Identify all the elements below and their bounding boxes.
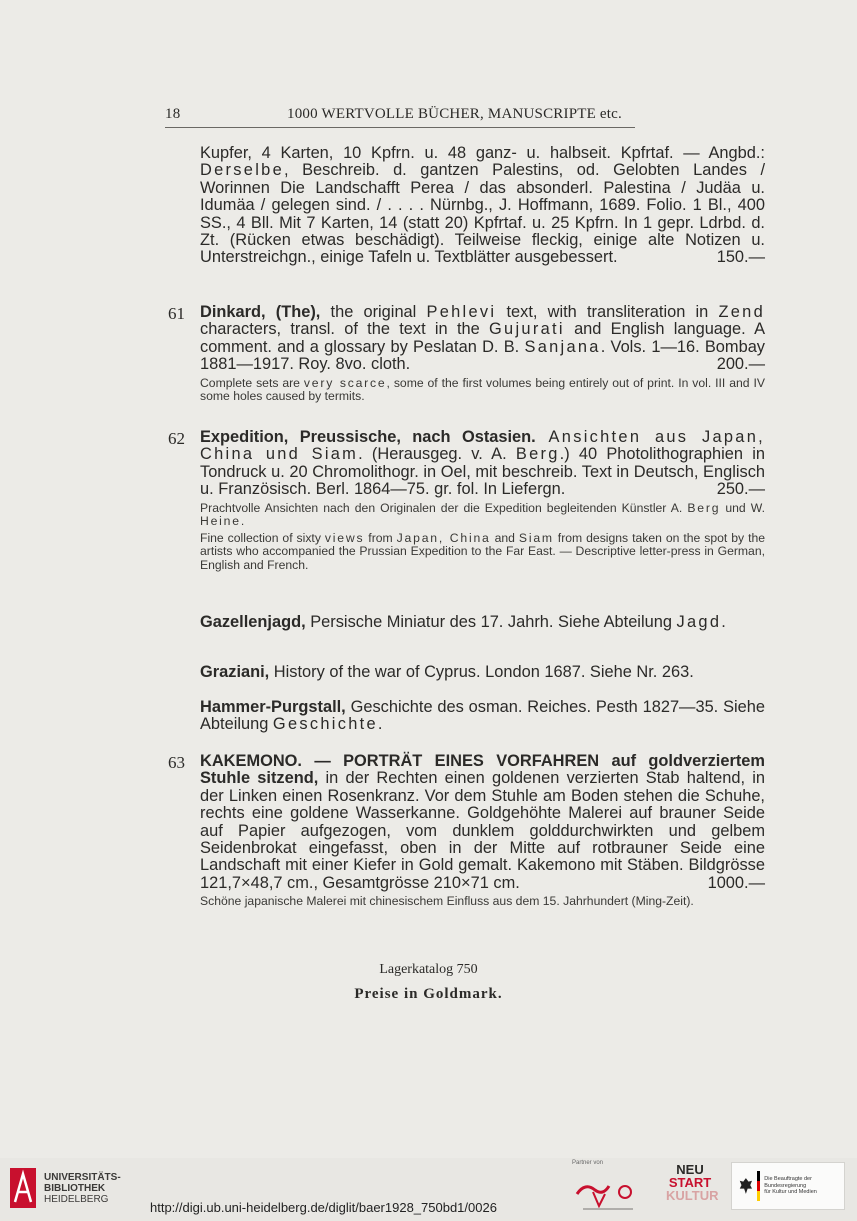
entry-note — [200, 377, 765, 404]
entry-61 — [168, 303, 766, 404]
entry-text: .) 40 Photolithographien in Tondruck u. 20 Chromolithogr. in Oel, mit beschreib. Text in Deutsch, Englisch u. Französisch. Berl. 1864—75. gr. fol. In Liefergn. — [200, 445, 765, 499]
university-name — [44, 1172, 121, 1205]
entry-text: . — [721, 613, 726, 631]
university-line: BIBLIOTHEK — [44, 1182, 106, 1194]
note-text: Prachtvolle Ansichten nach den Originalen der die Expedition begleitenden Künstler A. — [200, 500, 688, 515]
entry-text: Persische Miniatur des 17. Jahrh. Siehe Abteilung — [305, 613, 677, 631]
note-text-spaced: Japan, China — [396, 530, 491, 545]
bkm-line: Die Beauftragte der Bundesregierung — [764, 1176, 812, 1189]
entry-gazellenjagd — [200, 614, 765, 631]
price: 250.— — [716, 480, 765, 499]
entry-heading: KAKEMONO. — PORTRÄT EINES VORFAHREN auf goldverziertem Stuhle sitzend, — [200, 752, 765, 788]
neustart-line: START — [668, 1175, 712, 1190]
entry-body — [200, 429, 765, 499]
bkm-text — [764, 1176, 844, 1196]
entry-body — [200, 304, 765, 374]
entry-body — [200, 664, 765, 681]
university-line: HEIDELBERG — [44, 1193, 109, 1205]
entry-body — [200, 699, 765, 734]
entry-text: characters, transl. of the text in the — [200, 320, 489, 339]
note-text: from designs taken on the spot by the artists who accompanied the Prussian Expedition to the Far East. — Descriptive letter-press in German, English and French. — [200, 530, 766, 572]
note-text: und W. — [720, 500, 765, 515]
bkm-line: für Kultur und Medien — [764, 1189, 817, 1196]
neustart-line: KULTUR — [666, 1188, 719, 1203]
entry-heading: Hammer-Purgstall, — [200, 698, 346, 716]
entry-continuation — [200, 145, 765, 267]
entry-text: . — [377, 715, 383, 734]
entry-note — [200, 532, 765, 573]
entry-note: Schöne japanische Malerei mit chinesischem Einfluss aus dem 15. Jahrhundert (Ming-Zeit). — [200, 894, 694, 909]
note-text-spaced: Heine — [200, 514, 241, 529]
entry-heading: Graziani, — [200, 663, 270, 681]
entry-text: History of the war of Cyprus. London 1687. Siehe Nr. 263. — [269, 663, 694, 681]
entry-body — [200, 614, 765, 631]
note-text: , some of the first volumes being entirely out of print. In vol. III and IV some holes caused by termits. — [200, 375, 765, 404]
catalog-number: Lagerkatalog 750 — [379, 962, 478, 977]
entry-text-spaced: Jagd — [676, 613, 722, 631]
note-text: Complete sets are — [200, 375, 304, 390]
entry-63 — [168, 752, 765, 909]
entry-text-spaced: Gujurati — [489, 320, 565, 339]
note-text: . — [240, 514, 245, 529]
entry-text: the original — [320, 303, 427, 321]
entry-graziani — [200, 664, 765, 681]
bkm-logo[interactable] — [731, 1162, 845, 1210]
price: 200.— — [716, 355, 765, 374]
page-number: 18 — [165, 106, 181, 122]
entry-heading: Gazellenjagd, — [200, 613, 306, 631]
note-text-spaced: views — [324, 530, 365, 545]
university-library-logo[interactable] — [10, 1168, 121, 1208]
entry-text: Geschichte des osman. Reiches. Pesth 1827—35. Siehe Abteilung — [200, 698, 765, 734]
entry-62 — [168, 428, 766, 573]
entry-text-spaced: Berg — [515, 445, 560, 464]
entry-number: 62 — [168, 429, 185, 448]
entry-number: 61 — [168, 304, 185, 323]
price: 150.— — [716, 248, 765, 267]
permalink-url[interactable]: http://digi.ub.uni-heidelberg.de/diglit/baer1928_750bd1/0026 — [150, 1200, 497, 1215]
university-line: UNIVERSITÄTS- — [44, 1171, 121, 1183]
note-text: Fine collection of sixty — [200, 530, 325, 545]
note-text-spaced: Berg — [687, 500, 721, 515]
neustart-kultur-logo[interactable] — [666, 1162, 719, 1203]
entry-number: 63 — [168, 753, 185, 772]
price: 1000.— — [707, 873, 765, 892]
partner-label: Partner von — [572, 1160, 604, 1166]
neustart-line: NEU — [676, 1162, 704, 1177]
entry-text-spaced: Pehlevi — [426, 303, 497, 321]
entry-text: . (Herausgeg. v. A. — [358, 445, 516, 464]
entry-hammer-purgstall — [200, 699, 765, 734]
entry-text-spaced: Zend — [718, 303, 765, 321]
deutsche-digitale-bibliothek-logo[interactable] — [573, 1172, 643, 1216]
entry-text: , Beschreib. d. gantzen Palestins, od. Gelobten Landes / Worinnen Die Landschafft Perea / das absonderl. Palestina / Judäa u. Idumäa / gelegen sind. / . . . . Nürnbg., J. Hoffmann, 1689. Folio. 1 Bl., 400 SS., 4 Bll. Mit 7 Karten, 14 (statt 20) Kpfrtaf. u. 25 Kpfrn. In 1 gepr. Ldrbd. d. Zt. (Rücken etwas beschädigt). Teilweise fleckig, einige alte Notizen u. Unterstreichgn., einige Tafeln u. Textblätter ausgebessert. — [200, 161, 765, 267]
entry-text-spaced: Ansichten aus Japan, China und Siam — [200, 428, 765, 464]
note-text: and — [490, 530, 519, 545]
entry-body — [200, 753, 765, 892]
entry-text: . Vols. 1—16. Bombay 1881—1917. Roy. 8vo. cloth. — [200, 337, 766, 374]
entry-note — [200, 502, 765, 529]
note-text: from — [364, 530, 397, 545]
note-text-spaced: Siam — [518, 530, 554, 545]
entry-text-spaced: Geschichte — [272, 715, 378, 734]
entry-heading: Dinkard, (The), — [200, 303, 321, 321]
german-flag-bar — [757, 1171, 761, 1201]
note-text-spaced: very scarce — [303, 375, 387, 390]
running-title: 1000 WERTVOLLE BÜCHER, MANUSCRIPTE etc. — [287, 106, 622, 122]
entry-text-spaced: Sanjana — [524, 337, 601, 356]
header-rule — [165, 127, 635, 128]
entry-text: Kupfer, 4 Karten, 10 Kpfrn. u. 48 ganz- u. halbseit. Kpfrtaf. — Angbd.: — [200, 144, 765, 162]
entry-heading: Expedition, Preussische, nach Ostasien. — [200, 428, 536, 446]
entry-text: in der Rechten einen goldenen verzierten Stab haltend, in der Linken einen Rosenkranz. Vor dem Stuhle am Boden stehen die Schuhe, rechts eine goldene Wasserkanne. Goldgehöhte Malerei auf brauner Seide auf Papier aufgezogen, vom dunklem golddurchwirkten und gelbem Seidenbrokat eingefasst, oben in der Mitte auf rotbrauner Seide eine Landschaft mit einer Kiefer in Gold gemalt. Kakemono mit Stäben. Bildgrösse 121,7×48,7 cm., Gesamtgrösse 210×71 cm. — [200, 769, 765, 892]
entry-text-spaced: Derselbe — [200, 161, 284, 180]
ub-heidelberg-icon — [10, 1168, 36, 1208]
ddb-icon — [573, 1172, 643, 1216]
entry-text: text, with transliteration in — [496, 303, 719, 321]
federal-eagle-icon — [738, 1175, 754, 1197]
price-notice: Preise in Goldmark. — [354, 986, 503, 1002]
entry-body — [200, 145, 765, 267]
entry-text: and English language. A comment. and a glossary by Peslatan D. B. — [200, 320, 766, 356]
